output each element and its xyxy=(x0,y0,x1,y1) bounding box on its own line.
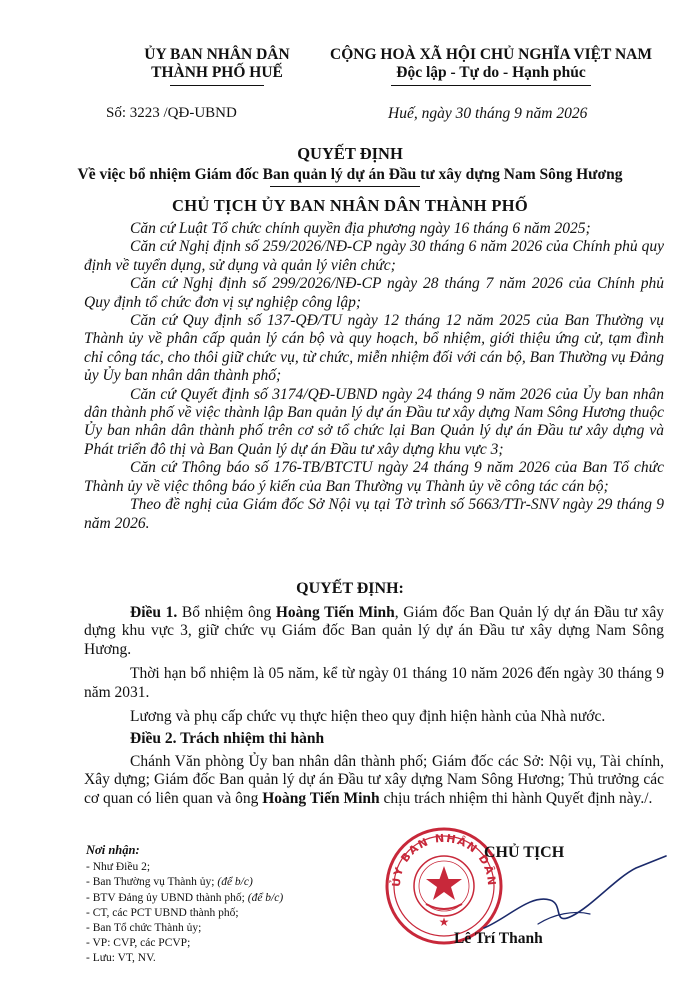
nation-line-1: CỘNG HOÀ XÃ HỘI CHỦ NGHĨA VIỆT NAM xyxy=(330,46,652,63)
basis-item: Căn cứ Nghị định số 259/2026/NĐ-CP ngày 30 tháng 6 năm 2026 của Chính phủ quy định về tuyển dụng, sử dụng và quản lý viên chức; xyxy=(84,238,664,274)
nation-line-2: Độc lập - Tự do - Hạnh phúc xyxy=(396,64,586,81)
basis-item: Căn cứ Quy định số 137-QĐ/TU ngày 12 tháng 12 năm 2025 của Ban Thường vụ Thành ủy về phân cấp quản lý cán bộ và quy hoạch, bổ nhiệm, giới thiệu ứng cử, tạm đình chỉ công tác, cho thôi giữ chức vụ, từ chức, miễn nhiệm đối với cán bộ, Ban Thường vụ Đảng ủy Ủy ban nhân dân thành phố; xyxy=(84,312,664,385)
recipient-item: - Lưu: VT, NV. xyxy=(86,952,156,965)
document-dateline: Huế, ngày 30 tháng 9 năm 2026 xyxy=(388,105,588,122)
appointee-name: Hoàng Tiến Minh xyxy=(275,604,395,621)
decision-heading: QUYẾT ĐỊNH: xyxy=(296,580,404,597)
national-motto xyxy=(318,46,664,86)
document-number: Số: 3223 /QĐ-UBND xyxy=(106,105,237,121)
basis-item: Căn cứ Luật Tổ chức chính quyền địa phương ngày 16 tháng 6 năm 2025; xyxy=(130,220,591,237)
org-line-1: ỦY BAN NHÂN DÂN xyxy=(144,46,290,63)
article-1-term: Thời hạn bổ nhiệm là 05 năm, kể từ ngày 01 tháng 10 năm 2026 đến ngày 30 tháng 9 năm 2031. xyxy=(84,665,664,701)
article-2-text-cont: chịu trách nhiệm thi hành Quyết định này./. xyxy=(379,789,653,807)
issuing-authority xyxy=(92,46,342,86)
legal-basis xyxy=(84,220,664,533)
motto-underline xyxy=(391,85,591,86)
basis-item: Căn cứ Thông báo số 176-TB/BTCTU ngày 24 tháng 9 năm 2026 của Ban Tổ chức Thành ủy về việc thông báo ý kiến của Ban Thường vụ Thành ủy về công tác cán bộ; xyxy=(84,459,664,495)
recipient-item: - Ban Thường vụ Thành ủy; (để b/c) xyxy=(86,876,253,889)
article-2-text: Chánh Văn phòng Ủy ban nhân dân thành phố; Giám đốc các Sở: Nội vụ, Tài chính, Xây dựng; Giám đốc Ban quản lý dự án Đầu tư xây dựng Nam Sông Hương; Thủ trưởng các cơ quan có liên quan và ông xyxy=(84,752,664,807)
recipient-item: - CT, các PCT UBND thành phố; xyxy=(86,906,239,919)
authority-heading: CHỦ TỊCH ỦY BAN NHÂN DÂN THÀNH PHỐ xyxy=(172,196,528,215)
svg-text:★: ★ xyxy=(438,915,450,929)
recipient-item: - VP: CVP, các PCVP; xyxy=(86,937,191,950)
document-subtitle: Về việc bổ nhiệm Giám đốc Ban quản lý dự án Đầu tư xây dựng Nam Sông Hương xyxy=(77,166,623,183)
basis-item: Theo đề nghị của Giám đốc Sở Nội vụ tại Tờ trình số 5663/TTr-SNV ngày 29 tháng 9 năm 2026. xyxy=(84,496,664,532)
article-1-label: Điều 1. xyxy=(130,604,178,621)
signer-title: CHỦ TỊCH xyxy=(484,844,565,861)
org-underline xyxy=(170,85,264,86)
seal-text: ỦY BAN NHÂN DÂN xyxy=(389,831,499,888)
subtitle-underline xyxy=(270,186,420,187)
article-1 xyxy=(84,604,664,659)
decision-body xyxy=(84,604,664,814)
article-1-text-cont: , Giám đốc Ban Quản lý dự án Đầu tư xây dựng khu vực 3, giữ chức vụ Giám đốc Ban quản lý dự án Đầu tư xây dựng Nam Sông Hương. xyxy=(84,604,664,658)
article-2-label xyxy=(84,730,664,748)
article-1-text: Bổ nhiệm ông xyxy=(177,604,276,621)
org-line-2: THÀNH PHỐ HUẾ xyxy=(151,64,283,81)
recipients-block xyxy=(86,843,283,967)
article-1-salary: Lương và phụ cấp chức vụ thực hiện theo quy định hiện hành của Nhà nước. xyxy=(130,708,606,726)
signer-name: Lê Trí Thanh xyxy=(454,930,543,947)
recipient-item: - Như Điều 2; xyxy=(86,861,151,874)
responsible-name: Hoàng Tiến Minh xyxy=(262,789,380,807)
article-2 xyxy=(84,753,664,808)
article-2-heading: Điều 2. Trách nhiệm thi hành xyxy=(130,730,325,748)
basis-item: Căn cứ Nghị định số 299/2026/NĐ-CP ngày 28 tháng 7 năm 2026 của Chính phủ Quy định tổ chức đơn vị sự nghiệp công lập; xyxy=(84,275,664,311)
document-title: QUYẾT ĐỊNH xyxy=(297,144,403,163)
recipients-title: Nơi nhận: xyxy=(86,843,140,857)
recipient-item: - Ban Tổ chức Thành ủy; xyxy=(86,922,202,935)
recipient-item: - BTV Đảng ủy UBND thành phố; (để b/c) xyxy=(86,891,284,904)
basis-item: Căn cứ Quyết định số 3174/QĐ-UBND ngày 24 tháng 9 năm 2026 của Ủy ban nhân dân thành phố về việc thành lập Ban quản lý dự án Đầu tư xây dựng Nam Sông Hương thuộc Ủy ban nhân dân thành phố trên cơ sở tổ chức lại Ban Quản lý dự án Đầu tư xây dựng và Phát triển đô thị và Ban Quản lý dự án Đầu tư xây dựng khu vực 3; xyxy=(84,385,664,458)
